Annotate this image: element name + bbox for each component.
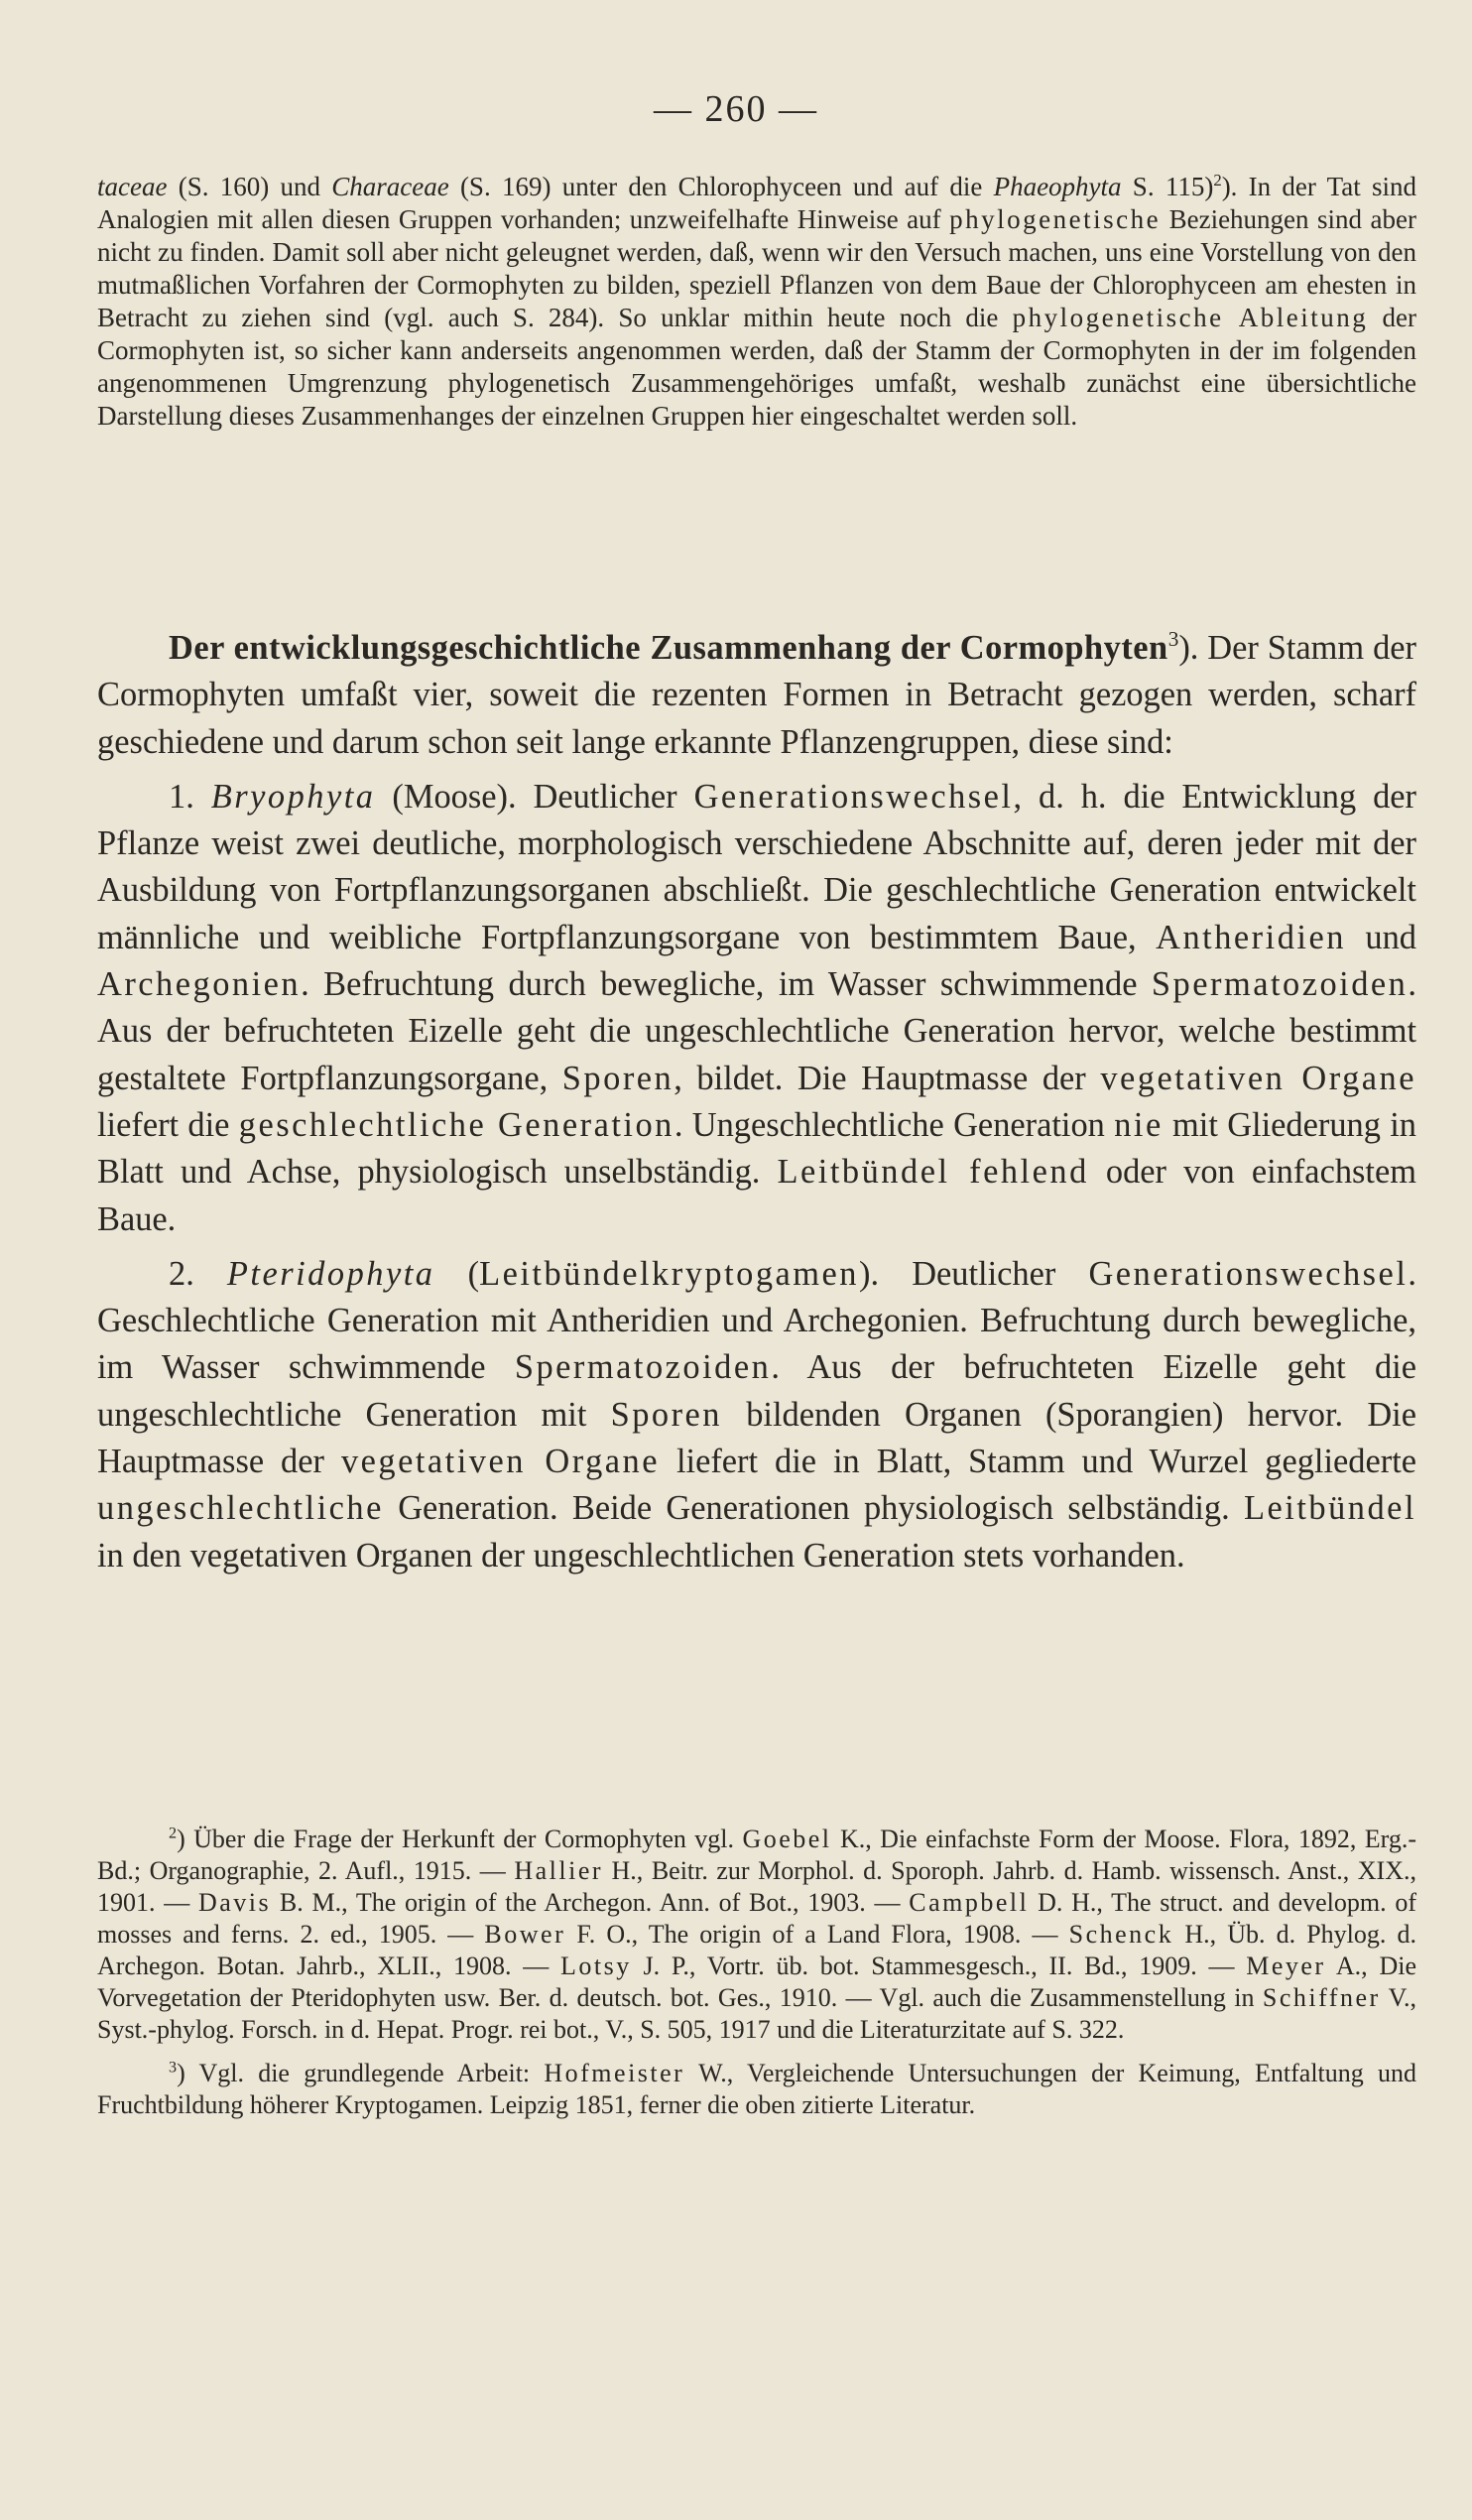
section-heading: Der entwicklungsgeschichtliche Zusammenhang der Cormophyten	[169, 629, 1168, 667]
list-item-bryophyta	[97, 774, 1416, 1243]
text-run: . Befruchtung durch bewegliche, im Wasser schwimmende	[301, 965, 1152, 1004]
text-run: . Ungeschlechtliche Generation	[674, 1105, 1115, 1144]
text-run: . Aus der befruchteten Eizelle geht die ungeschlechtliche Generation mit	[97, 1348, 1416, 1434]
text-run: in den vegetativen Organen der ungeschlechtlichen Generation stets vorhanden.	[97, 1536, 1185, 1575]
list-number: 2.	[169, 1254, 227, 1293]
author-name: Goebel	[742, 1825, 832, 1853]
spaced-term: nie	[1114, 1105, 1164, 1144]
group-name: Pteridophyta	[226, 1254, 435, 1293]
spaced-term: ungeschlechtliche	[97, 1489, 384, 1528]
spaced-term: vegetativen Organe	[340, 1443, 660, 1481]
text-run: H., Beitr. zur Morphol. d. Sporoph. Jahrb. d. Hamb. wissensch. Anst., XIX., 1901. —	[97, 1856, 1416, 1917]
spaced-term: Spermatozoiden	[1151, 965, 1409, 1004]
text-run: B. M., The origin of the Archegon. Ann. of Bot., 1903. —	[271, 1888, 910, 1917]
text-run: ). In der Tat sind Analogien mit allen diesen Gruppen vorhanden; unzweifelhafte Hinweise auf	[97, 172, 1417, 234]
author-name: Schenck	[1068, 1920, 1174, 1949]
spaced-term: Leitbündel fehlend	[777, 1153, 1089, 1192]
text-run: K., Die einfachste Form der Moose. Flora, 1892, Erg.-Bd.; Organographie, 2. Aufl., 1915. —	[97, 1825, 1416, 1885]
spaced-term: Leitbündelkryptogamen	[479, 1254, 860, 1293]
text-run: liefert die	[97, 1105, 239, 1144]
text-run: und	[1345, 918, 1417, 956]
footnote-3	[97, 2058, 1416, 2121]
text-run: V., Syst.-phylog. Forsch. in d. Hepat. Progr. rei bot., V., S. 505, 1917 und die Literaturzitate auf S. 322.	[97, 1983, 1416, 2044]
text-run: liefert die in Blatt, Stamm und Wurzel gegliederte	[660, 1443, 1417, 1481]
spaced-term: Antheridien	[1156, 918, 1346, 956]
text-run: H., Üb. d. Phylog. d. Archegon. Botan. Jahrb., XLII., 1908. —	[97, 1920, 1416, 1980]
spaced-term: phylogenetische	[949, 204, 1162, 234]
text-run: ) Über die Frage der Herkunft der Cormophyten vgl.	[177, 1825, 743, 1853]
spaced-term: Generationswechsel	[1088, 1254, 1409, 1293]
spaced-term: Leitbündel	[1244, 1489, 1416, 1528]
text-run: (S. 160) und	[167, 172, 332, 201]
spaced-term: Spermatozoiden	[514, 1348, 772, 1387]
text-run: (Moose). Deutlicher	[375, 777, 694, 816]
main-text	[97, 625, 1416, 1579]
author-name: Hofmeister	[544, 2059, 685, 2087]
author-name: Campbell	[909, 1888, 1030, 1917]
page-number: — 260 —	[654, 88, 818, 130]
author-name: Hallier	[514, 1856, 604, 1885]
taxon-name: Characeae	[331, 172, 449, 201]
text-run: J. P., Vortr. üb. bot. Stammesgesch., II. Bd., 1909. —	[631, 1952, 1247, 1980]
text-run: (S. 169) unter den Chlorophyceen und auf die	[448, 172, 994, 201]
text-run: A., Die Vorvegetation der Pteridophyten usw. Ber. d. deutsch. bot. Ges., 1910. — Vgl. auch die Zusammenstellung in	[97, 1952, 1416, 2012]
spaced-term: vegetativen Organe	[1100, 1059, 1416, 1097]
author-name: Bower	[484, 1920, 566, 1949]
text-run: , d. h. die Entwicklung der Pflanze weist zwei deutliche, morphologisch verschiedene Abschnitte auf, deren jeder mit der Ausbildung von Fortpflanzungsorganen abschließt. Die geschlechtliche Generation entwickelt männliche und weibliche Fortpflanzungsorgane von bestimmtem Baue,	[97, 777, 1416, 956]
text-run: mit Gliederung in Blatt und Achse, physiologisch unselbständig.	[97, 1105, 1417, 1192]
author-name: Schiffner	[1262, 1983, 1381, 2012]
author-name: Davis	[197, 1888, 272, 1917]
text-run: D. H., The struct. and developm. of mosses and ferns. 2. ed., 1905. —	[97, 1888, 1416, 1949]
author-name: Meyer	[1246, 1952, 1326, 1980]
text-run: ). Der Stamm der Cormophyten umfaßt vier, soweit die rezenten Formen in Betracht gezogen werden, scharf geschiedene und darum schon seit lange erkannte Pflanzengruppen, diese sind:	[97, 629, 1416, 761]
intro-paragraph	[97, 171, 1416, 433]
spaced-term: Sporen	[561, 1059, 675, 1097]
footnote-ref-3: 3	[1167, 627, 1179, 652]
taxon-name: Phaeophyta	[993, 172, 1122, 201]
footnote-mark: 2	[169, 1825, 178, 1842]
text-run: (	[434, 1254, 480, 1293]
text-run: , bildet. Die Hauptmasse der	[674, 1059, 1101, 1097]
author-name: Lotsy	[559, 1952, 632, 1980]
section-paragraph	[97, 625, 1416, 766]
list-number: 1.	[169, 777, 211, 816]
spaced-term: geschlechtliche Generation	[238, 1105, 675, 1144]
text-run: bildenden Organen (Sporangien) hervor. Die Hauptmasse der	[97, 1395, 1416, 1481]
footnote-ref-2: 2	[1213, 170, 1222, 189]
text-run: oder von einfachstem Baue.	[97, 1153, 1416, 1238]
taxon-name: taceae	[97, 172, 168, 201]
footnotes	[97, 1824, 1416, 2121]
spaced-term: Sporen	[610, 1395, 722, 1434]
footnote-2	[97, 1824, 1416, 2046]
text-run: . Aus der befruchteten Eizelle geht die ungeschlechtliche Generation hervor, welche bestimmt gestaltete Fortpflanzungsorgane,	[97, 965, 1416, 1097]
text-run: . Geschlechtliche Generation mit Antheridien und Archegonien. Befruchtung durch bewegliche, im Wasser schwimmende	[97, 1254, 1416, 1387]
spaced-term: Generationswechsel	[693, 777, 1014, 816]
spaced-term: phylogenetische Ableitung	[1012, 303, 1369, 332]
text-run: S. 115)	[1121, 172, 1214, 201]
text-run: Generation. Beide Generationen physiologisch selbständig.	[383, 1489, 1245, 1528]
text-run: Beziehungen sind aber nicht zu finden. Damit soll aber nicht geleugnet werden, daß, wenn wir den Versuch machen, uns eine Vorstellung von den mutmaßlichen Vorfahren der Cormophyten zu bilden, speziell Pflanzen von dem Baue der Chlorophyceen am ehesten in Betracht zu ziehen sind (vgl. auch S. 284). So unklar mithin heute noch die	[97, 204, 1416, 332]
text-run: ) Vgl. die grundlegende Arbeit:	[177, 2059, 545, 2087]
footnote-mark: 3	[169, 2059, 178, 2077]
text-run: ). Deutlicher	[859, 1254, 1089, 1293]
text-run: W., Vergleichende Untersuchungen der Keimung, Entfaltung und Fruchtbildung höherer Kryptogamen. Leipzig 1851, ferner die oben zitierte Literatur.	[97, 2059, 1416, 2119]
text-run: der Cormophyten ist, so sicher kann anderseits angenommen werden, daß der Stamm der Cormophyten in der im folgenden angenommenen Umgrenzung phylogenetisch Zusammengehöriges umfaßt, weshalb zunächst eine übersichtliche Darstellung dieses Zusammenhanges der einzelnen Gruppen hier eingeschaltet werden soll.	[97, 303, 1416, 431]
group-name: Bryophyta	[210, 777, 376, 816]
spaced-term: Archegonien	[97, 965, 302, 1004]
list-item-pteridophyta	[97, 1251, 1416, 1579]
text-run: F. O., The origin of a Land Flora, 1908. —	[565, 1920, 1069, 1949]
